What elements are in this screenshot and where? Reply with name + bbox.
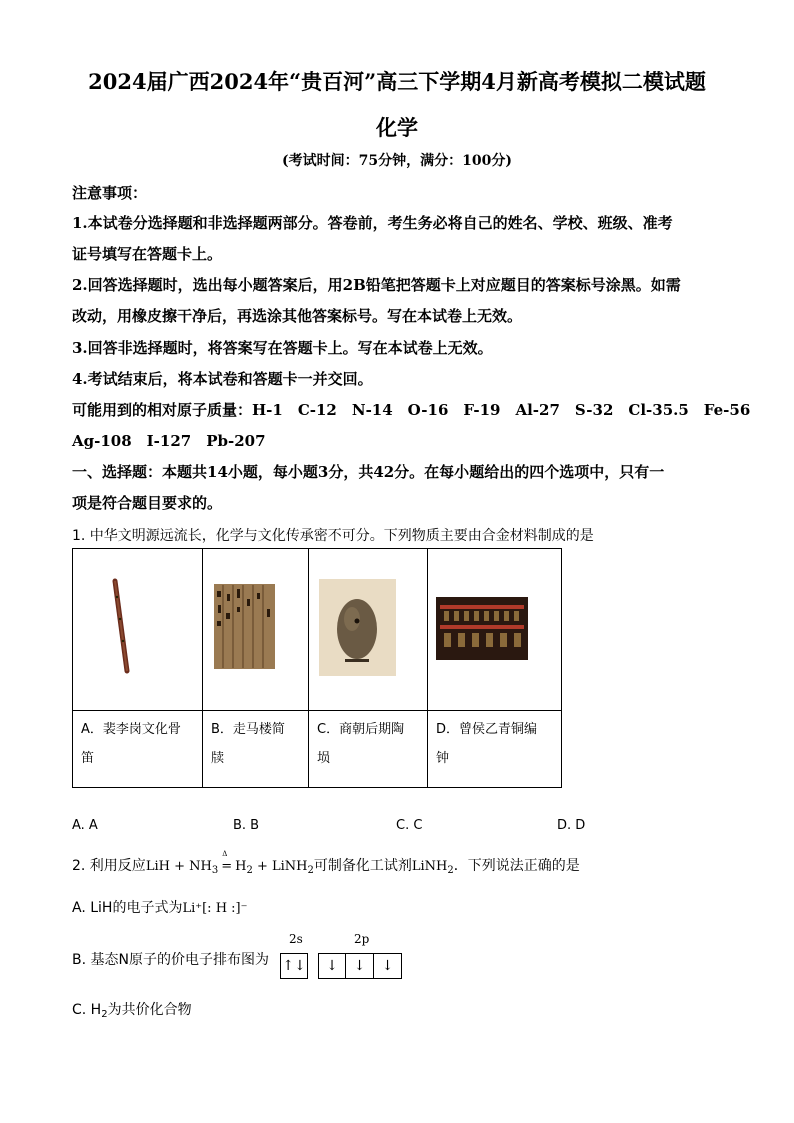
section1-heading-line2: 项是符合题目要求的。 [72,494,223,512]
q1-answer-c: C. C [396,818,423,833]
bone-flute-image [73,549,202,706]
note-item-2-line1: 2.回答选择题时，选出每小题答案后，用2B铅笔把答题卡上对应题目的答案标号涂黑。如需 [72,276,681,294]
q2-option-b: B. 基态N原子的价电子排布图为 [72,952,269,968]
q1-option-a-image-cell [73,549,203,711]
exam-info: (考试时间：75分钟，满分：100分) [282,153,512,169]
exam-title: 2024届广西2024年“贵百河”高三下学期4月新高考模拟二模试题 [88,69,706,94]
note-item-2-line2: 改动，用橡皮擦干净后，再选涂其他答案标号。写在本试卷上无效。 [72,307,523,325]
note-item-4: 4.考试结束后，将本试卷和答题卡一并交回。 [72,370,373,388]
q1-answer-b: B. B [233,818,260,833]
subject-title: 化学 [376,115,418,140]
orbital-2s-box: ↑↓ [280,953,308,979]
atomic-masses-line2: Ag-108 I-127 Pb-207 [72,432,266,450]
q1-option-b-image-cell [203,549,309,711]
bronze-bells-image [428,549,561,706]
q2-option-a: A. LiH的电子式为Li⁺[: H :]⁻ [72,900,248,916]
pottery-xun-image [309,549,427,706]
note-item-1-line2: 证号填写在答题卡上。 [72,245,223,263]
q1-stem: 1. 中华文明源远流长，化学与文化传承密不可分。下列物质主要由合金材料制成的是 [72,528,594,544]
atomic-masses-line1: 可能用到的相对原子质量：H-1 C-12 N-14 O-16 F-19 Al-27 S-32 Cl-35.5 Fe-56 [72,401,751,419]
q1-answer-d: D. D [557,818,586,833]
q1-option-c-label: C．商朝后期陶 埙 [309,711,428,788]
q1-option-d-label: D．曾侯乙青铜编 钟 [428,711,562,788]
q2-option-c: C. $H_2$为共价化合物 [72,1002,192,1020]
note-item-3: 3.回答非选择题时，将答案写在答题卡上。写在本试卷上无效。 [72,339,493,357]
orbital-2s-label: 2s [289,932,303,946]
note-item-1-line1: 1.本试卷分选择题和非选择题两部分。答卷前，考生务必将自己的姓名、学校、班级、准考 [72,214,673,232]
q1-answer-a: A. A [72,818,98,833]
bamboo-slips-image [203,549,308,706]
q1-option-c-image-cell [309,549,428,711]
q1-options-table [72,548,562,788]
notes-heading: 注意事项： [72,184,148,202]
q1-option-b-label: B．走马楼简 牍 [203,711,309,788]
section1-heading-line1: 一、选择题：本题共14小题，每小题3分，共42分。在每小题给出的四个选项中，只有一 [72,463,665,481]
q1-option-d-image-cell [428,549,562,711]
q2-stem: 2. 利用反应LiH + $NH_3$ Δ = $H_2$ + LiNH$_2$可制备化工试剂LiNH$_2$．下列说法正确的是 [72,850,580,876]
q1-option-a-label: A．裴李岗文化骨 笛 [73,711,203,788]
orbital-2p-label: 2p [354,932,370,946]
orbital-2p-boxes: ↓ ↓ ↓ [318,953,402,979]
